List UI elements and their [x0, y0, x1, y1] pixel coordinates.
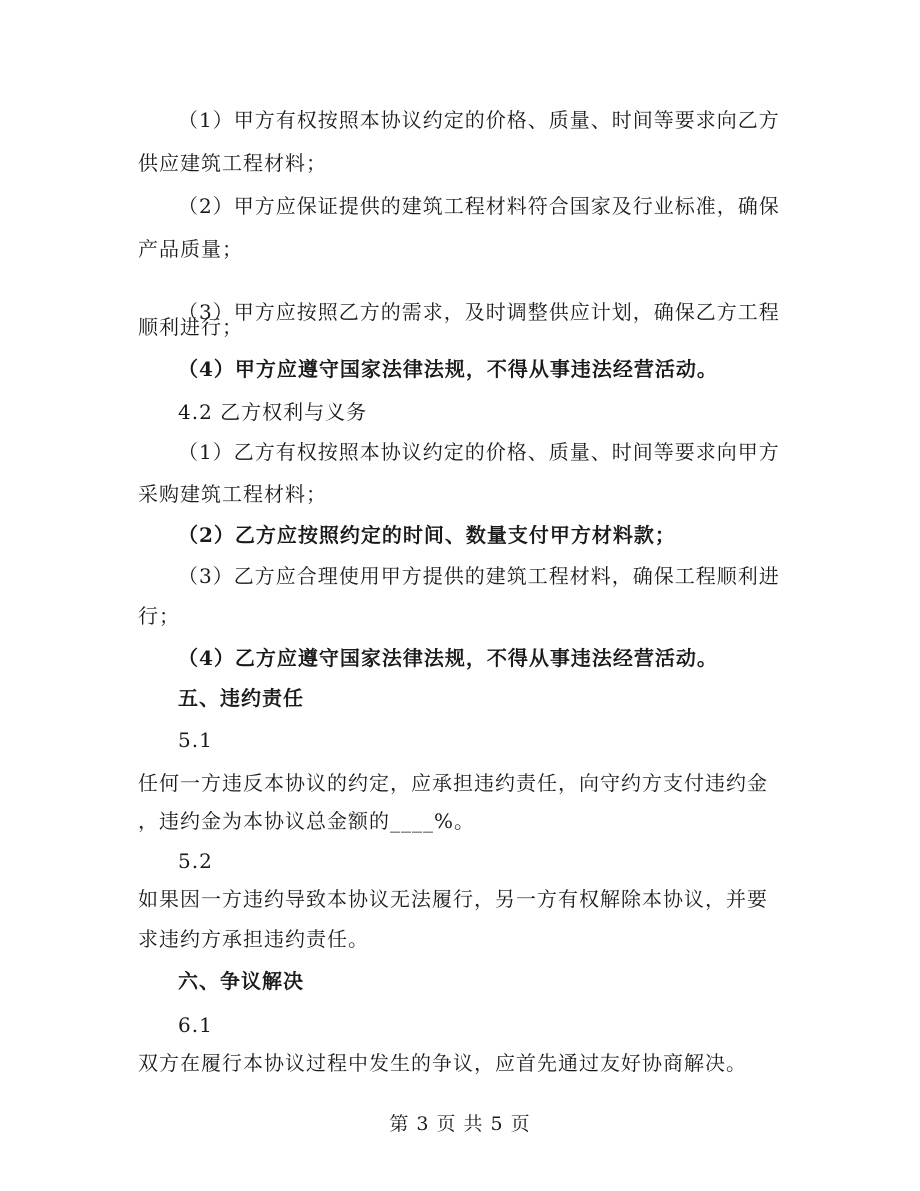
clause-4-1-3-line-1: （3）甲方应按照乙方的需求，及时调整供应计划，确保乙方工程: [178, 300, 780, 324]
clause-5-2-line-1: 如果因一方违约导致本协议无法履行，另一方有权解除本协议，并要: [138, 887, 768, 911]
clause-5-1-line-2: ，违约金为本协议总金额的____%。: [138, 809, 476, 833]
clause-5-1-line-1: 任何一方违反本协议的约定，应承担违约责任，向守约方支付违约金: [138, 771, 768, 795]
clause-5-2-line-2: 求违约方承担违约责任。: [138, 927, 369, 951]
clause-6-1-number: 6.1: [178, 1013, 213, 1037]
clause-4-1-1-line-1: （1）甲方有权按照本协议约定的价格、质量、时间等要求向乙方: [178, 108, 780, 132]
page-number-footer: 第 3 页 共 5 页: [389, 1113, 531, 1135]
clause-4-2-4: （4）乙方应遵守国家法律法规，不得从事违法经营活动。: [178, 646, 718, 670]
clause-4-2-2: （2）乙方应按照约定的时间、数量支付甲方材料款；: [178, 523, 676, 547]
clause-4-1-4: （4）甲方应遵守国家法律法规，不得从事违法经营活动。: [178, 357, 718, 381]
section-6-heading: 六、争议解决: [178, 969, 304, 993]
clause-4-1-2-line-2: 产品质量；: [138, 237, 243, 261]
section-5-heading: 五、违约责任: [178, 686, 304, 710]
clause-4-2-3-line-2: 行；: [138, 604, 180, 628]
clause-4-2-3-line-1: （3）乙方应合理使用甲方提供的建筑工程材料，确保工程顺利进: [178, 564, 780, 588]
clause-5-1-number: 5.1: [178, 728, 213, 752]
clause-4-1-1-line-2: 供应建筑工程材料；: [138, 151, 327, 175]
section-4-2-heading: 4.2 乙方权利与义务: [178, 400, 368, 424]
clause-4-1-3-line-2: 顺利进行；: [138, 315, 243, 339]
clause-6-1-line-1: 双方在履行本协议过程中发生的争议，应首先通过友好协商解决。: [138, 1051, 747, 1075]
clause-4-2-1-line-2: 采购建筑工程材料；: [138, 482, 327, 506]
clause-5-2-number: 5.2: [178, 849, 213, 873]
clause-4-1-2-line-1: （2）甲方应保证提供的建筑工程材料符合国家及行业标准，确保: [178, 194, 780, 218]
clause-4-2-1-line-1: （1）乙方有权按照本协议约定的价格、质量、时间等要求向甲方: [178, 440, 780, 464]
